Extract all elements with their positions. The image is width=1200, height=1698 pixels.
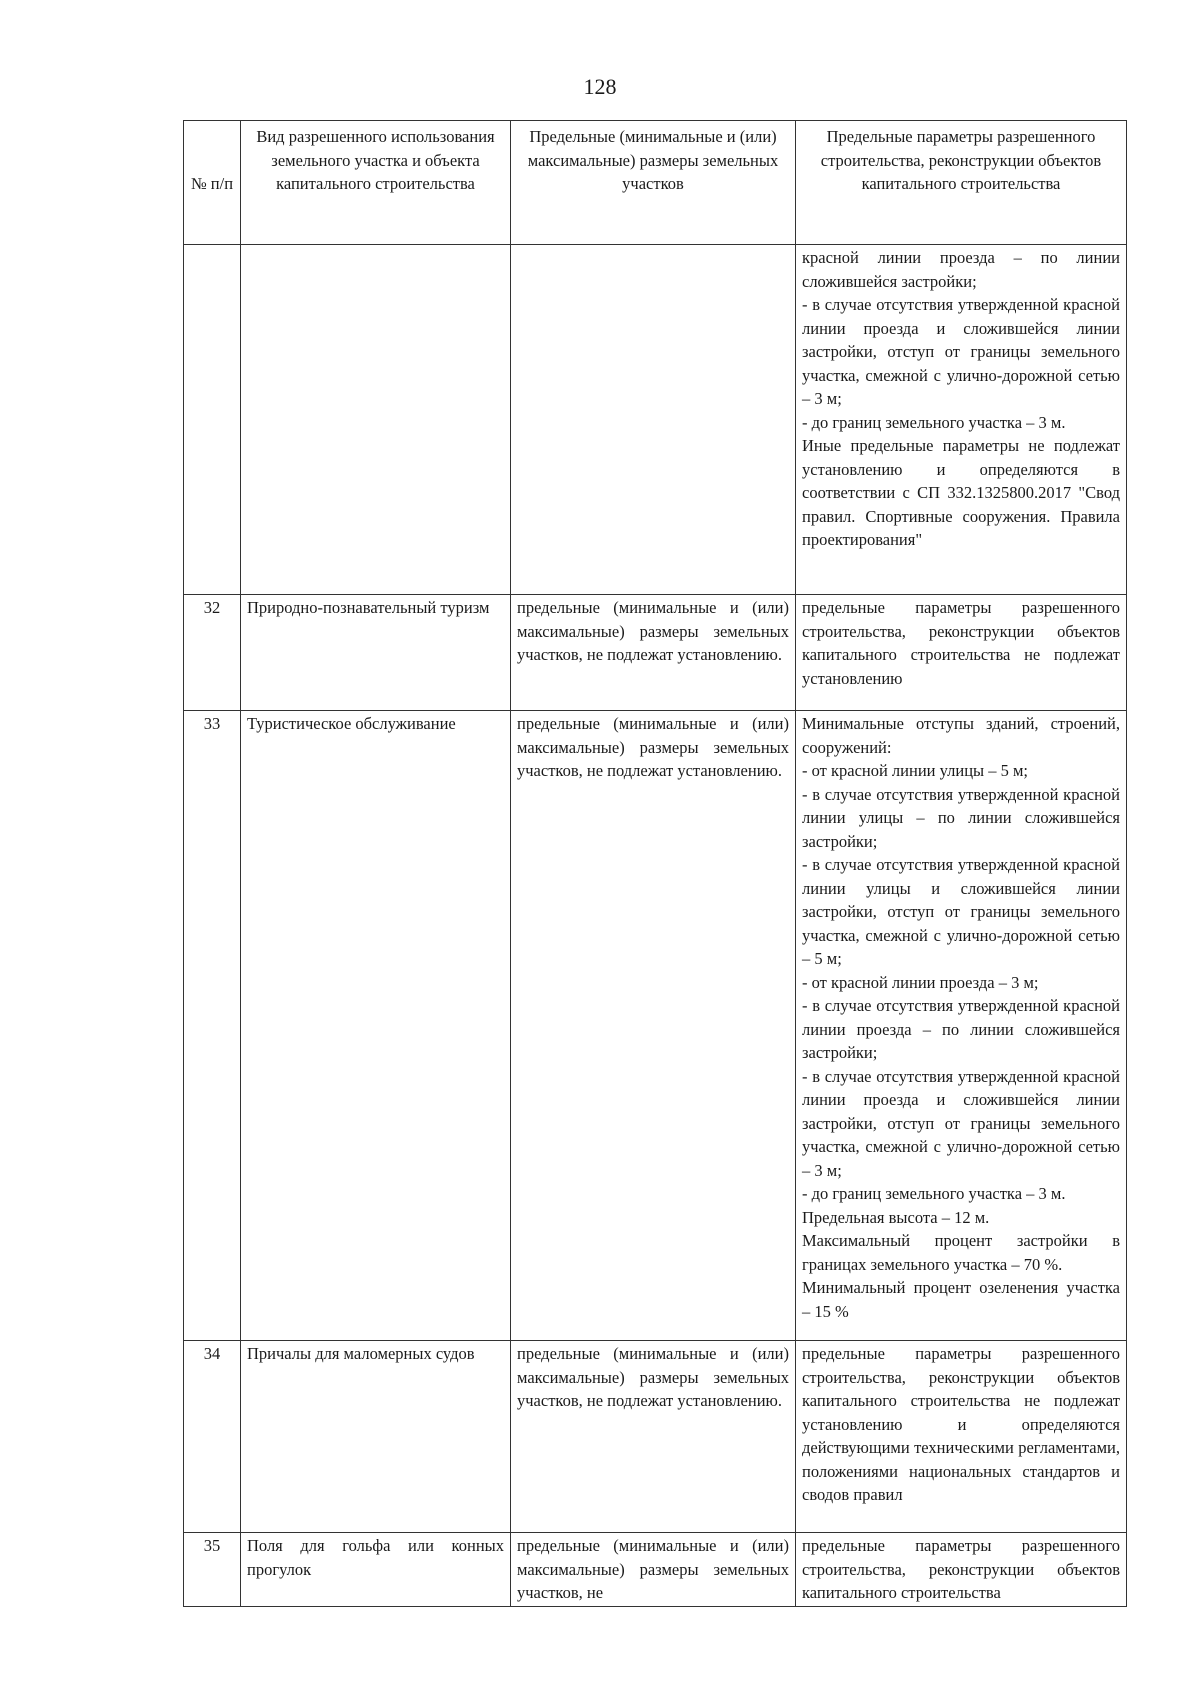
row-params xyxy=(796,595,1127,711)
row-params xyxy=(796,1533,1127,1607)
header-num: № п/п xyxy=(184,121,241,245)
table-row xyxy=(184,595,1127,711)
row-size: предельные (минимальные и (или) максимальные) размеры земельных участков, не подлежат установлению. xyxy=(511,711,796,1341)
regulations-table xyxy=(183,120,1127,1607)
row-size: предельные (минимальные и (или) максимальные) размеры земельных участков, не подлежат установлению. xyxy=(511,595,796,711)
param-line: - в случае отсутствия утвержденной красной линии проезда – по линии сложившейся застройки; xyxy=(802,996,1120,1062)
row-type: Причалы для маломерных судов xyxy=(241,1341,511,1533)
row-params xyxy=(796,245,1127,595)
param-line: Иные предельные параметры не подлежат установлению и определяются в соответствии с СП 332.1325800.2017 "Свод правил. Спортивные сооружения. Правила проектирования" xyxy=(802,436,1120,549)
header-type: Вид разрешенного использования земельного участка и объекта капитального строительства xyxy=(241,121,511,245)
row-num: 35 xyxy=(184,1533,241,1607)
table-row xyxy=(184,1533,1127,1607)
row-type: Поля для гольфа или конных прогулок xyxy=(241,1533,511,1607)
param-line: предельные параметры разрешенного строительства, реконструкции объектов капитального строительства не подлежат установлению и определяются действующими техническими регламентами, положениями национальных стандартов и сводов правил xyxy=(802,1344,1120,1504)
param-line: красной линии проезда – по линии сложившейся застройки; xyxy=(802,248,1120,291)
param-line: - от красной линии улицы – 5 м; xyxy=(802,761,1029,780)
table-row xyxy=(184,245,1127,595)
row-num: 33 xyxy=(184,711,241,1341)
table-row xyxy=(184,1341,1127,1533)
param-line: - до границ земельного участка – 3 м. xyxy=(802,1184,1066,1203)
param-line: - в случае отсутствия утвержденной красной линии улицы и сложившейся линии застройки, отступ от границы земельного участка, смежной с улично-дорожной сетью – 5 м; xyxy=(802,855,1120,968)
row-num: 32 xyxy=(184,595,241,711)
row-size: предельные (минимальные и (или) максимальные) размеры земельных участков, не подлежат установлению. xyxy=(511,1341,796,1533)
header-params: Предельные параметры разрешенного строительства, реконструкции объектов капитального строительства xyxy=(796,121,1127,245)
row-size: предельные (минимальные и (или) максимальные) размеры земельных участков, не xyxy=(511,1533,796,1607)
row-params xyxy=(796,1341,1127,1533)
table-row xyxy=(184,711,1127,1341)
row-type: Туристическое обслуживание xyxy=(241,711,511,1341)
param-line: - до границ земельного участка – 3 м. xyxy=(802,412,1066,432)
param-line: - от красной линии проезда – 3 м; xyxy=(802,972,1039,992)
param-line: - в случае отсутствия утвержденной красной линии проезда и сложившейся линии застройки, отступ от границы земельного участка, смежной с улично-дорожной сетью – 3 м; xyxy=(802,1066,1120,1180)
row-type: Природно-познавательный туризм xyxy=(241,595,511,711)
page-number: 128 xyxy=(583,74,617,99)
row-params xyxy=(796,711,1127,1341)
param-line: - в случае отсутствия утвержденной красной линии проезда и сложившейся линии застройки, отступ от границы земельного участка, смежной с улично-дорожной сетью – 3 м; xyxy=(802,295,1120,408)
param-line: Максимальный процент застройки в границах земельного участка – 70 %. xyxy=(802,1231,1120,1274)
param-line: Предельная высота – 12 м. xyxy=(802,1207,990,1227)
row-num xyxy=(184,245,241,595)
param-line: предельные параметры разрешенного строительства, реконструкции объектов капитального строительства xyxy=(802,1536,1120,1602)
param-line: предельные параметры разрешенного строительства, реконструкции объектов капитального строительства не подлежат установлению xyxy=(802,598,1120,688)
header-size: Предельные (минимальные и (или) максимальные) размеры земельных участков xyxy=(511,121,796,245)
row-num: 34 xyxy=(184,1341,241,1533)
param-line: - в случае отсутствия утвержденной красной линии улицы – по линии сложившейся застройки; xyxy=(802,784,1120,851)
row-type xyxy=(241,245,511,595)
param-line: Минимальный процент озеленения участка – 15 % xyxy=(802,1278,1120,1321)
param-line: Минимальные отступы зданий, строений, сооружений: xyxy=(802,714,1120,757)
row-size xyxy=(511,245,796,595)
table-header-row xyxy=(184,121,1127,245)
